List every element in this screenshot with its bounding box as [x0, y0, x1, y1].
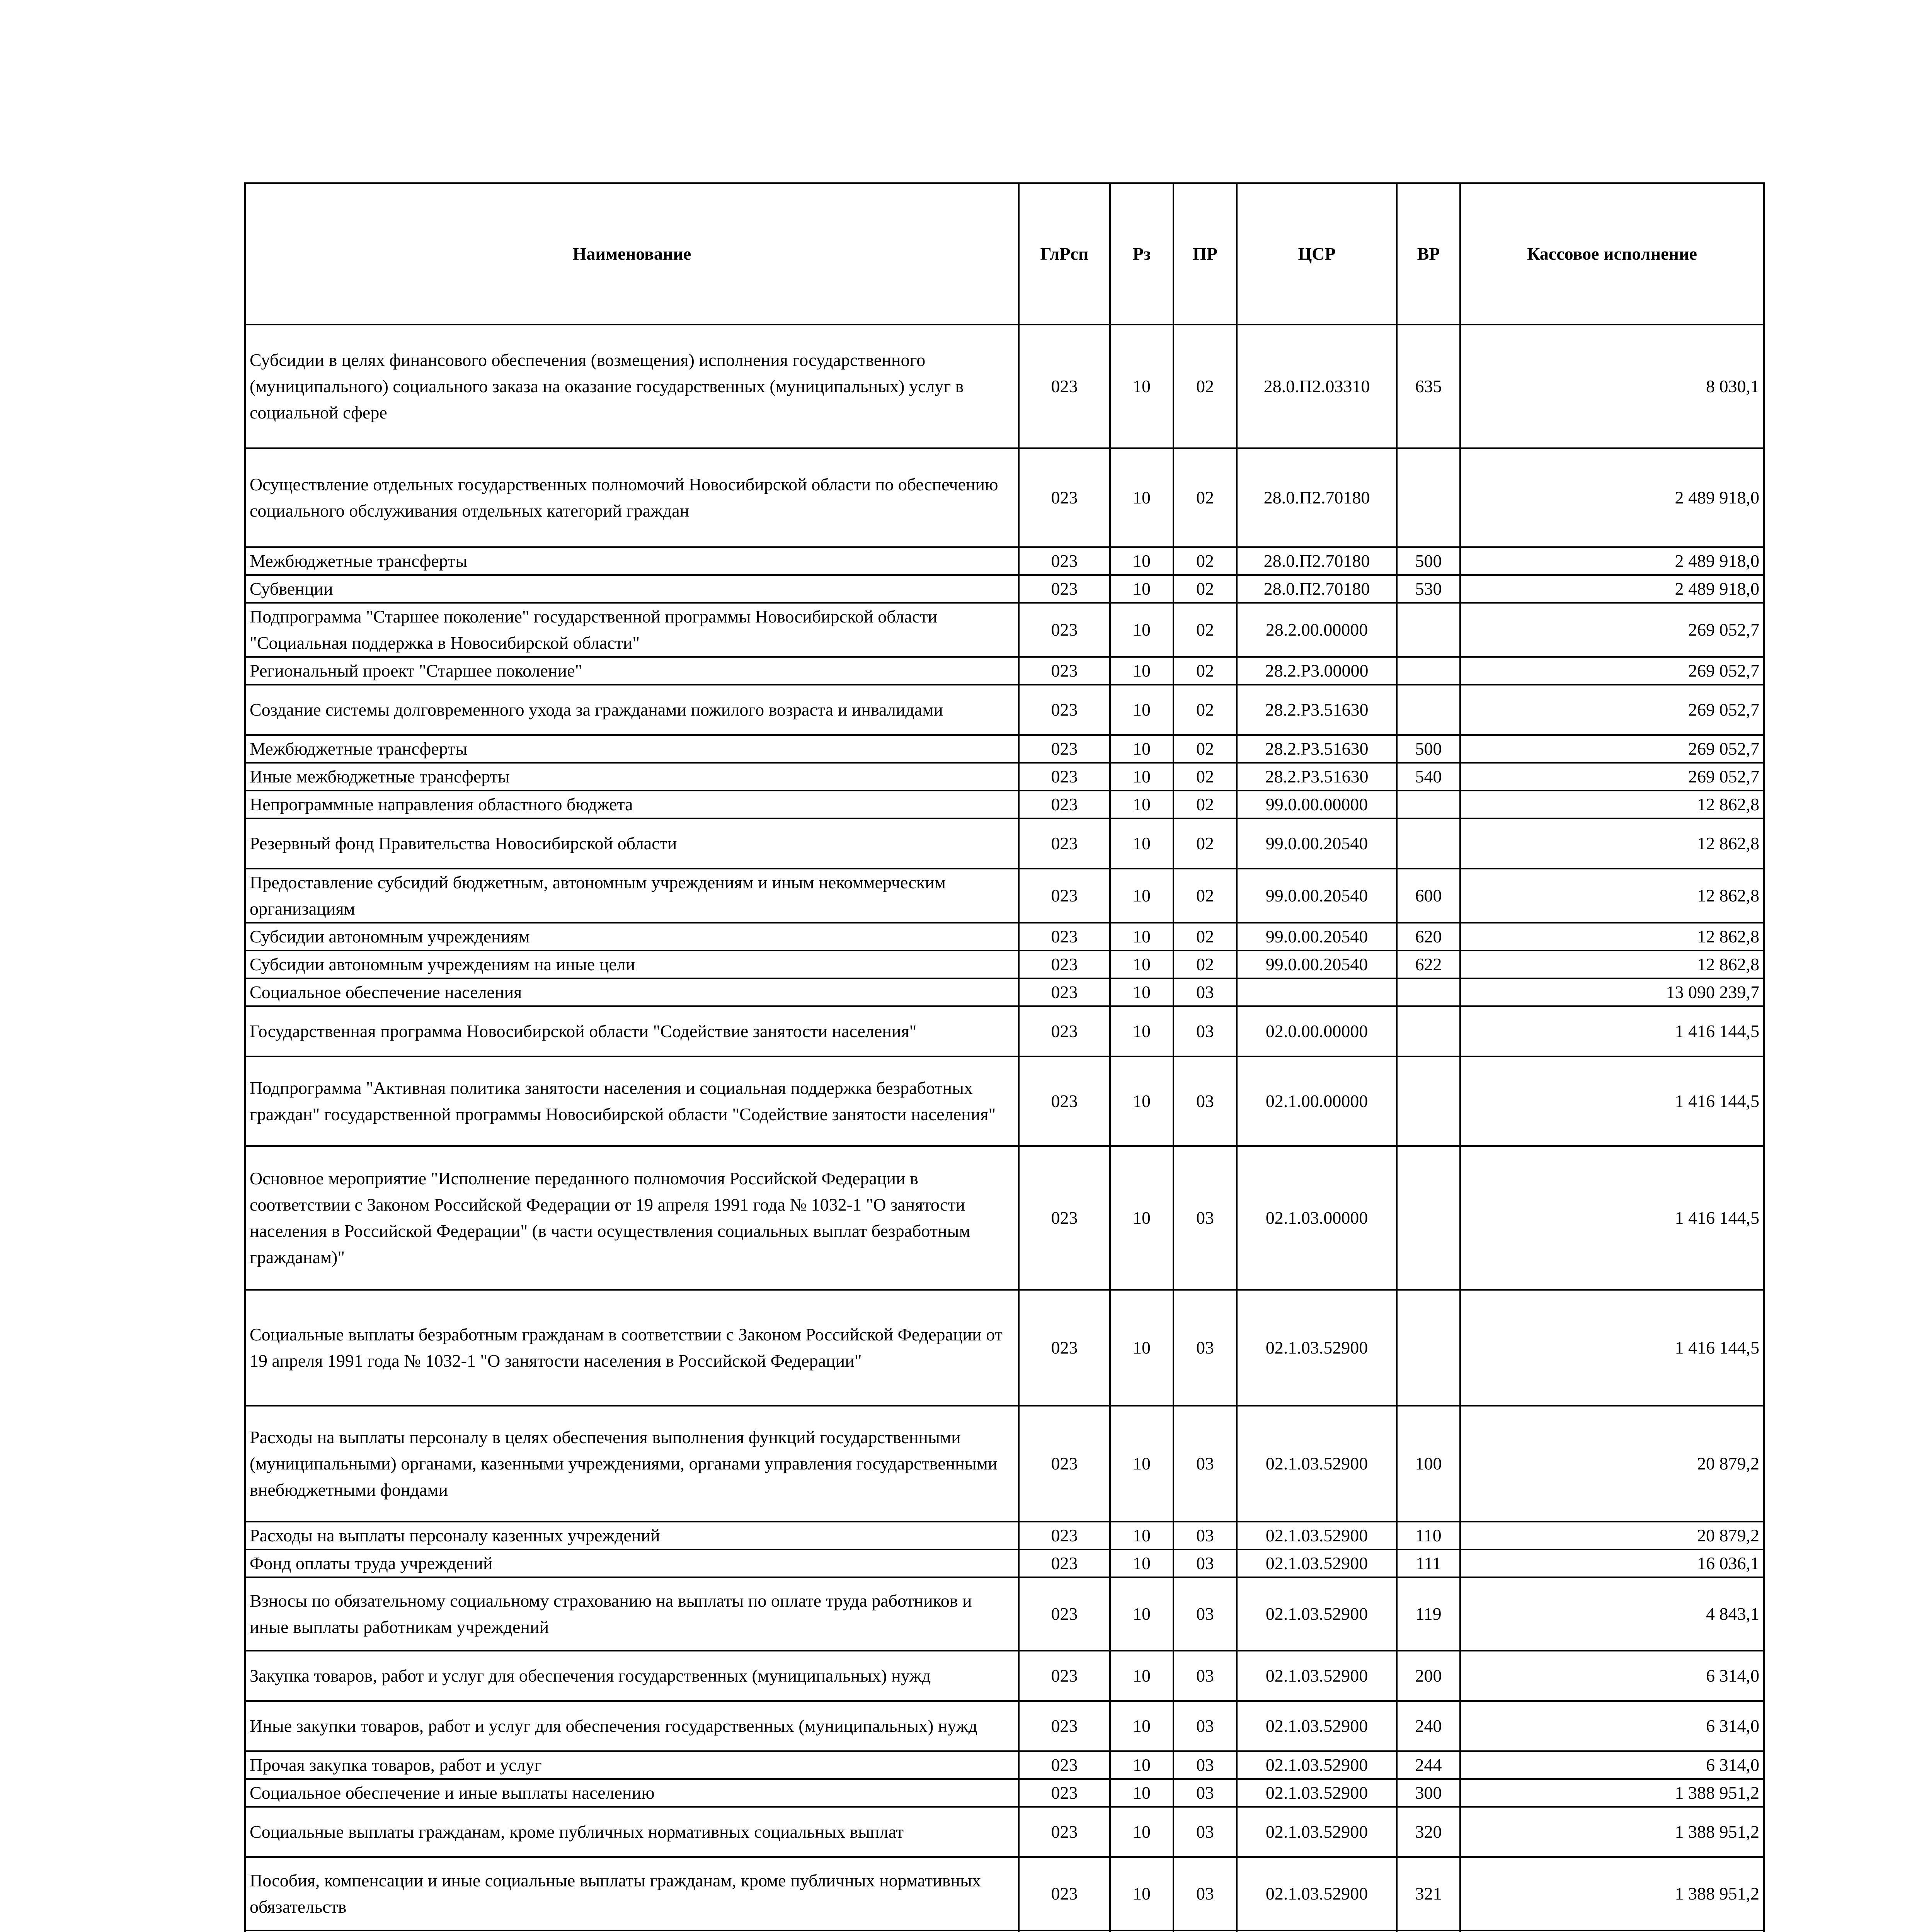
- row-grp: 023: [1019, 1779, 1110, 1807]
- row-rz: 10: [1110, 448, 1173, 547]
- row-rz: 10: [1110, 1146, 1173, 1290]
- row-grp: 023: [1019, 325, 1110, 448]
- row-vr: 540: [1397, 763, 1460, 791]
- row-grp: 023: [1019, 1751, 1110, 1779]
- row-pr: 03: [1173, 1146, 1237, 1290]
- row-grp: 023: [1019, 1549, 1110, 1577]
- row-amount: 13 090 239,7: [1460, 978, 1764, 1006]
- row-name: Межбюджетные трансферты: [245, 735, 1019, 763]
- row-csr: 28.2.Р3.51630: [1237, 763, 1397, 791]
- table-row: [245, 1857, 1764, 1930]
- table-row: [245, 735, 1764, 763]
- row-pr: 02: [1173, 603, 1237, 657]
- row-pr: 02: [1173, 448, 1237, 547]
- row-csr: 02.1.03.00000: [1237, 1146, 1397, 1290]
- row-amount: 20 879,2: [1460, 1522, 1764, 1549]
- row-grp: 023: [1019, 1290, 1110, 1406]
- row-csr: 02.1.03.52900: [1237, 1857, 1397, 1930]
- row-rz: 10: [1110, 1701, 1173, 1751]
- header-amount: Кассовое исполнение: [1460, 183, 1764, 325]
- row-vr: 500: [1397, 735, 1460, 763]
- row-grp: 023: [1019, 869, 1110, 923]
- table-row: [245, 1751, 1764, 1779]
- row-pr: 02: [1173, 685, 1237, 735]
- row-pr: 02: [1173, 575, 1237, 603]
- row-vr: 620: [1397, 923, 1460, 951]
- row-vr: [1397, 1056, 1460, 1146]
- row-name: Субсидии автономным учреждениям на иные цели: [245, 951, 1019, 978]
- row-name: Социальные выплаты гражданам, кроме публичных нормативных социальных выплат: [245, 1807, 1019, 1857]
- table-row: [245, 547, 1764, 575]
- table-row: [245, 791, 1764, 818]
- row-pr: 03: [1173, 1006, 1237, 1056]
- row-csr: 02.1.03.52900: [1237, 1779, 1397, 1807]
- row-amount: 1 416 144,5: [1460, 1056, 1764, 1146]
- row-grp: 023: [1019, 575, 1110, 603]
- header-pr: ПР: [1173, 183, 1237, 325]
- row-csr: 28.0.П2.70180: [1237, 448, 1397, 547]
- row-pr: 03: [1173, 1406, 1237, 1522]
- row-amount: 12 862,8: [1460, 951, 1764, 978]
- row-grp: 023: [1019, 603, 1110, 657]
- row-rz: 10: [1110, 1807, 1173, 1857]
- row-vr: [1397, 1290, 1460, 1406]
- row-pr: 03: [1173, 1651, 1237, 1701]
- row-csr: 28.2.00.00000: [1237, 603, 1397, 657]
- row-pr: 02: [1173, 657, 1237, 685]
- table-row: [245, 818, 1764, 869]
- row-name: Пособия, компенсации и иные социальные выплаты гражданам, кроме публичных нормативных обязательств: [245, 1857, 1019, 1930]
- header-name: Наименование: [245, 183, 1019, 325]
- row-pr: 02: [1173, 923, 1237, 951]
- table-row: [245, 1549, 1764, 1577]
- budget-execution-table: [244, 182, 1765, 1932]
- row-grp: 023: [1019, 1857, 1110, 1930]
- row-vr: [1397, 978, 1460, 1006]
- row-name: Предоставление субсидий бюджетным, автономным учреждениям и иным некоммерческим организациям: [245, 869, 1019, 923]
- row-grp: 023: [1019, 1056, 1110, 1146]
- row-rz: 10: [1110, 547, 1173, 575]
- row-name: Иные закупки товаров, работ и услуг для обеспечения государственных (муниципальных) нужд: [245, 1701, 1019, 1751]
- table-row: [245, 1807, 1764, 1857]
- row-rz: 10: [1110, 1651, 1173, 1701]
- row-rz: 10: [1110, 1522, 1173, 1549]
- row-amount: 20 879,2: [1460, 1406, 1764, 1522]
- row-name: Расходы на выплаты персоналу в целях обеспечения выполнения функций государственными (муниципальными) органами, казенными учреждениями, органами управления государственными внебюджетными фондами: [245, 1406, 1019, 1522]
- table-row: [245, 1779, 1764, 1807]
- row-amount: 6 314,0: [1460, 1701, 1764, 1751]
- row-csr: 99.0.00.20540: [1237, 951, 1397, 978]
- table-row: [245, 1406, 1764, 1522]
- row-rz: 10: [1110, 1006, 1173, 1056]
- row-vr: 244: [1397, 1751, 1460, 1779]
- row-pr: 03: [1173, 1290, 1237, 1406]
- row-csr: [1237, 1930, 1397, 1932]
- table-row: [245, 951, 1764, 978]
- row-name: Региональный проект "Старшее поколение": [245, 657, 1019, 685]
- row-pr: 02: [1173, 818, 1237, 869]
- row-name: Субвенции: [245, 575, 1019, 603]
- row-rz: 10: [1110, 1857, 1173, 1930]
- row-name: Взносы по обязательному социальному страхованию на выплаты по оплате труда работников и иные выплаты работникам учреждений: [245, 1577, 1019, 1651]
- table-row: [245, 1056, 1764, 1146]
- row-vr: [1397, 448, 1460, 547]
- table-row: [245, 448, 1764, 547]
- row-amount: 6 314,0: [1460, 1751, 1764, 1779]
- table-row: [245, 1930, 1764, 1932]
- table-row: [245, 1006, 1764, 1056]
- row-csr: 02.1.03.52900: [1237, 1807, 1397, 1857]
- row-csr: 02.0.00.00000: [1237, 1006, 1397, 1056]
- row-amount: 269 052,7: [1460, 685, 1764, 735]
- row-grp: [1019, 1930, 1110, 1932]
- row-csr: 28.2.Р3.51630: [1237, 735, 1397, 763]
- row-rz: 10: [1110, 791, 1173, 818]
- row-rz: 10: [1110, 818, 1173, 869]
- row-rz: 10: [1110, 1406, 1173, 1522]
- table-row: [245, 869, 1764, 923]
- table-row: [245, 978, 1764, 1006]
- row-pr: 03: [1173, 1807, 1237, 1857]
- row-rz: 10: [1110, 951, 1173, 978]
- row-amount: 4 843,1: [1460, 1577, 1764, 1651]
- row-vr: 320: [1397, 1807, 1460, 1857]
- row-amount: 6 314,0: [1460, 1651, 1764, 1701]
- row-rz: 10: [1110, 1751, 1173, 1779]
- row-name: Социальное обеспечение и иные выплаты населению: [245, 1779, 1019, 1807]
- row-vr: [1397, 685, 1460, 735]
- row-csr: 02.1.03.52900: [1237, 1651, 1397, 1701]
- row-amount: 269 052,7: [1460, 603, 1764, 657]
- row-vr: 240: [1397, 1701, 1460, 1751]
- header-grp: ГлРсп: [1019, 183, 1110, 325]
- row-rz: 10: [1110, 978, 1173, 1006]
- row-rz: 10: [1110, 1056, 1173, 1146]
- row-amount: 1 416 144,5: [1460, 1290, 1764, 1406]
- row-csr: 02.1.00.00000: [1237, 1056, 1397, 1146]
- row-vr: 300: [1397, 1779, 1460, 1807]
- row-vr: [1397, 818, 1460, 869]
- row-grp: 023: [1019, 923, 1110, 951]
- row-grp: 023: [1019, 1006, 1110, 1056]
- row-pr: 03: [1173, 1522, 1237, 1549]
- table-row: [245, 685, 1764, 735]
- table-row: [245, 575, 1764, 603]
- row-amount: 269 052,7: [1460, 657, 1764, 685]
- row-grp: 023: [1019, 1146, 1110, 1290]
- row-name: Фонд оплаты труда учреждений: [245, 1549, 1019, 1577]
- row-pr: 02: [1173, 791, 1237, 818]
- row-rz: 10: [1110, 923, 1173, 951]
- row-amount: 2 489 918,0: [1460, 448, 1764, 547]
- row-vr: 622: [1397, 951, 1460, 978]
- row-vr: 110: [1397, 1522, 1460, 1549]
- row-vr: 530: [1397, 575, 1460, 603]
- row-grp: 023: [1019, 1807, 1110, 1857]
- row-grp: 023: [1019, 1701, 1110, 1751]
- row-vr: 111: [1397, 1549, 1460, 1577]
- row-vr: 100: [1397, 1406, 1460, 1522]
- row-amount: 12 862,8: [1460, 869, 1764, 923]
- row-csr: 02.1.03.52900: [1237, 1522, 1397, 1549]
- row-csr: 28.0.П2.70180: [1237, 547, 1397, 575]
- row-csr: 28.0.П2.03310: [1237, 325, 1397, 448]
- row-amount: 2 489 918,0: [1460, 547, 1764, 575]
- row-grp: 023: [1019, 657, 1110, 685]
- row-vr: 119: [1397, 1577, 1460, 1651]
- row-vr: 321: [1397, 1857, 1460, 1930]
- header-rz: Рз: [1110, 183, 1173, 325]
- row-rz: 10: [1110, 657, 1173, 685]
- row-name: Субсидии автономным учреждениям: [245, 923, 1019, 951]
- table-row: [245, 1651, 1764, 1701]
- table-row: [245, 923, 1764, 951]
- row-amount: 1 416 144,5: [1460, 1006, 1764, 1056]
- row-csr: 02.1.03.52900: [1237, 1549, 1397, 1577]
- row-name: Государственная программа Новосибирской области "Содействие занятости населения": [245, 1006, 1019, 1056]
- row-amount: 1 388 951,2: [1460, 1807, 1764, 1857]
- table-body: [245, 325, 1764, 1932]
- row-amount: 2 489 918,0: [1460, 575, 1764, 603]
- row-name: Социальное обеспечение населения: [245, 978, 1019, 1006]
- row-csr: 28.2.Р3.51630: [1237, 685, 1397, 735]
- row-csr: 02.1.03.52900: [1237, 1577, 1397, 1651]
- row-grp: 023: [1019, 791, 1110, 818]
- row-pr: 03: [1173, 1577, 1237, 1651]
- row-name: Социальные выплаты безработным гражданам в соответствии с Законом Российской Федерации от 19 апреля 1991 года № 1032-1 "О занятости населения в Российской Федерации": [245, 1290, 1019, 1406]
- row-pr: 02: [1173, 547, 1237, 575]
- row-rz: 10: [1110, 735, 1173, 763]
- row-pr: 03: [1173, 1779, 1237, 1807]
- row-amount: 269 052,7: [1460, 763, 1764, 791]
- row-name: Резервный фонд Правительства Новосибирской области: [245, 818, 1019, 869]
- table-row: [245, 1577, 1764, 1651]
- row-vr: 500: [1397, 547, 1460, 575]
- row-rz: [1110, 1930, 1173, 1932]
- row-pr: 03: [1173, 1056, 1237, 1146]
- row-vr: [1397, 657, 1460, 685]
- row-rz: 10: [1110, 575, 1173, 603]
- row-pr: 02: [1173, 951, 1237, 978]
- row-grp: 023: [1019, 547, 1110, 575]
- row-grp: 023: [1019, 1522, 1110, 1549]
- row-pr: 03: [1173, 1701, 1237, 1751]
- row-pr: 02: [1173, 763, 1237, 791]
- row-csr: 99.0.00.20540: [1237, 869, 1397, 923]
- row-name: Непрограммные направления областного бюджета: [245, 791, 1019, 818]
- row-grp: 023: [1019, 1406, 1110, 1522]
- header-vr: ВР: [1397, 183, 1460, 325]
- row-csr: 28.2.Р3.00000: [1237, 657, 1397, 685]
- row-rz: 10: [1110, 1779, 1173, 1807]
- row-name: Субсидии в целях финансового обеспечения (возмещения) исполнения государственного (муниципального) социального заказа на оказание государственных (муниципальных) услуг в социальной сфере: [245, 325, 1019, 448]
- row-amount: 16 036,1: [1460, 1549, 1764, 1577]
- header-csr: ЦСР: [1237, 183, 1397, 325]
- table-row: [245, 1701, 1764, 1751]
- table-row: [245, 1522, 1764, 1549]
- row-rz: 10: [1110, 1577, 1173, 1651]
- row-vr: [1397, 603, 1460, 657]
- row-grp: 023: [1019, 685, 1110, 735]
- row-amount: 12 862,8: [1460, 791, 1764, 818]
- row-grp: 023: [1019, 818, 1110, 869]
- row-name: Создание системы долговременного ухода за гражданами пожилого возраста и инвалидами: [245, 685, 1019, 735]
- row-name: Иные межбюджетные трансферты: [245, 763, 1019, 791]
- row-csr: 99.0.00.20540: [1237, 818, 1397, 869]
- row-csr: 02.1.03.52900: [1237, 1701, 1397, 1751]
- row-pr: 03: [1173, 978, 1237, 1006]
- row-grp: 023: [1019, 448, 1110, 547]
- table-row: [245, 763, 1764, 791]
- row-vr: 600: [1397, 869, 1460, 923]
- row-pr: [1173, 1930, 1237, 1932]
- row-vr: [1397, 1146, 1460, 1290]
- table-row: [245, 603, 1764, 657]
- row-rz: 10: [1110, 869, 1173, 923]
- table-row: [245, 325, 1764, 448]
- row-pr: 03: [1173, 1751, 1237, 1779]
- row-grp: 023: [1019, 1577, 1110, 1651]
- row-grp: 023: [1019, 763, 1110, 791]
- row-rz: 10: [1110, 685, 1173, 735]
- row-pr: 02: [1173, 869, 1237, 923]
- row-rz: 10: [1110, 325, 1173, 448]
- row-name: [245, 1930, 1019, 1932]
- row-amount: 269 052,7: [1460, 735, 1764, 763]
- row-name: Подпрограмма "Старшее поколение" государственной программы Новосибирской области "Социальная поддержка в Новосибирской области": [245, 603, 1019, 657]
- row-pr: 03: [1173, 1857, 1237, 1930]
- row-amount: 1 416 144,5: [1460, 1146, 1764, 1290]
- row-name: Осуществление отдельных государственных полномочий Новосибирской области по обеспечению социального обслуживания отдельных категорий граждан: [245, 448, 1019, 547]
- row-grp: 023: [1019, 735, 1110, 763]
- row-grp: 023: [1019, 951, 1110, 978]
- row-csr: 02.1.03.52900: [1237, 1751, 1397, 1779]
- row-name: Основное мероприятие "Исполнение переданного полномочия Российской Федерации в соответствии с Законом Российской Федерации от 19 апреля 1991 года № 1032-1 "О занятости населения в Российской Федерации" (в части осуществления социальных выплат безработным гражданам)": [245, 1146, 1019, 1290]
- row-pr: 02: [1173, 325, 1237, 448]
- row-csr: 99.0.00.00000: [1237, 791, 1397, 818]
- row-csr: 02.1.03.52900: [1237, 1406, 1397, 1522]
- row-name: Подпрограмма "Активная политика занятости населения и социальная поддержка безработных граждан" государственной программы Новосибирской области "Содействие занятости населения": [245, 1056, 1019, 1146]
- table-header-row: [245, 183, 1764, 325]
- row-grp: 023: [1019, 978, 1110, 1006]
- row-name: Закупка товаров, работ и услуг для обеспечения государственных (муниципальных) нужд: [245, 1651, 1019, 1701]
- row-amount: 8 030,1: [1460, 325, 1764, 448]
- row-name: Расходы на выплаты персоналу казенных учреждений: [245, 1522, 1019, 1549]
- row-name: Прочая закупка товаров, работ и услуг: [245, 1751, 1019, 1779]
- row-rz: 10: [1110, 763, 1173, 791]
- row-csr: [1237, 978, 1397, 1006]
- row-rz: 10: [1110, 1549, 1173, 1577]
- table-row: [245, 1146, 1764, 1290]
- row-vr: [1397, 1930, 1460, 1932]
- row-csr: 02.1.03.52900: [1237, 1290, 1397, 1406]
- row-vr: [1397, 791, 1460, 818]
- row-rz: 10: [1110, 1290, 1173, 1406]
- table-row: [245, 657, 1764, 685]
- row-amount: 12 862,8: [1460, 923, 1764, 951]
- row-rz: 10: [1110, 603, 1173, 657]
- row-pr: 03: [1173, 1549, 1237, 1577]
- table-row: [245, 1290, 1764, 1406]
- row-csr: 28.0.П2.70180: [1237, 575, 1397, 603]
- row-grp: 023: [1019, 1651, 1110, 1701]
- row-vr: 200: [1397, 1651, 1460, 1701]
- row-csr: 99.0.00.20540: [1237, 923, 1397, 951]
- row-amount: [1460, 1930, 1764, 1932]
- row-name: Межбюджетные трансферты: [245, 547, 1019, 575]
- row-amount: 1 388 951,2: [1460, 1779, 1764, 1807]
- row-amount: 12 862,8: [1460, 818, 1764, 869]
- row-pr: 02: [1173, 735, 1237, 763]
- row-vr: 635: [1397, 325, 1460, 448]
- row-amount: 1 388 951,2: [1460, 1857, 1764, 1930]
- row-vr: [1397, 1006, 1460, 1056]
